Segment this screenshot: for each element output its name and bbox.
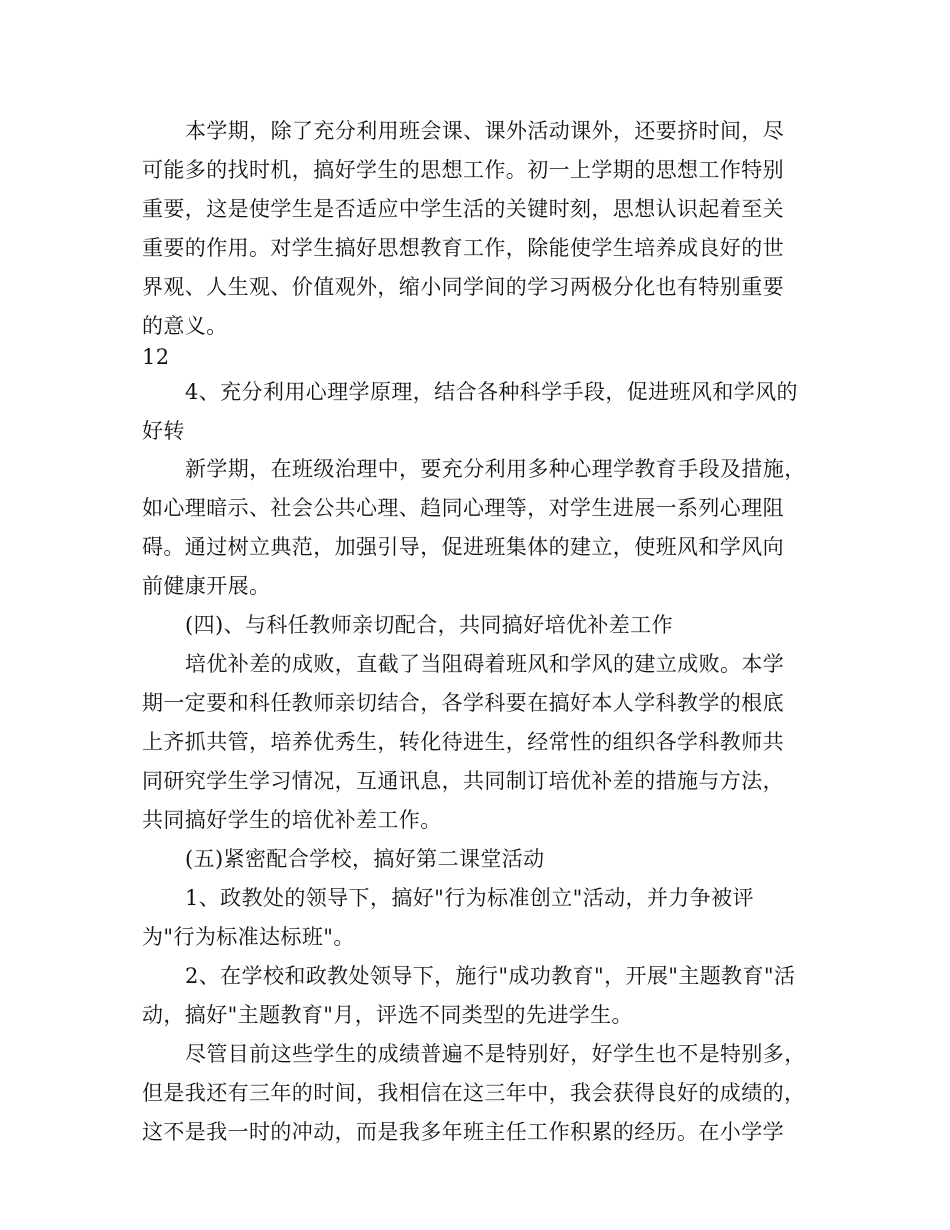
paragraph-line: 重要的作用。对学生搞好思想教育工作，除能使学生培养成良好的世	[142, 236, 784, 260]
paragraph-line: 如心理暗示、社会公共心理、趋同心理等，对学生进展一系列心理阻	[142, 496, 784, 520]
paragraph-line: 1、政教处的领导下，搞好"行为标准创立"活动，并力争被评	[185, 886, 754, 910]
paragraph-line: 界观、人生观、价值观外，缩小同学间的学习两极分化也有特别重要	[142, 275, 784, 299]
paragraph-line: 尽管目前这些学生的成绩普遍不是特别好，好学生也不是特别多，	[185, 1042, 806, 1066]
paragraph-line: 可能多的找时机，搞好学生的思想工作。初一上学期的思想工作特别	[142, 158, 784, 182]
paragraph-line: 为"行为标准达标班"。	[142, 925, 355, 949]
paragraph-line: 期一定要和科任教师亲切结合，各学科要在搞好本人学科教学的根底	[142, 691, 784, 715]
paragraph-line: 培优补差的成败，直截了当阻碍着班风和学风的建立成败。本学	[185, 652, 785, 676]
paragraph-line: 这不是我一时的冲动，而是我多年班主任工作积累的经历。在小学学	[142, 1120, 784, 1144]
paragraph-line: 碍。通过树立典范，加强引导，促进班集体的建立，使班风和学风向	[142, 535, 784, 559]
heading-line: 好转	[142, 419, 185, 443]
paragraph-line: 共同搞好学生的培优补差工作。	[142, 808, 442, 832]
paragraph-line: 的意义。	[142, 314, 228, 338]
paragraph-line: 新学期，在班级治理中，要充分利用多种心理学教育手段及措施，	[185, 457, 806, 481]
paragraph-line: 上齐抓共管，培养优秀生，转化待进生，经常性的组织各学科教师共	[142, 730, 784, 754]
paragraph-line: 同研究学生学习情况，互通讯息，共同制订培优补差的措施与方法，	[142, 769, 784, 793]
heading-line: 4、充分利用心理学原理，结合各种科学手段，促进班风和学风的	[185, 380, 798, 404]
paragraph-line: 前健康开展。	[142, 574, 271, 598]
paragraph-line: 本学期，除了充分利用班会课、课外活动课外，还要挤时间，尽	[185, 119, 785, 143]
paragraph-line: 动，搞好"主题教育"月，评选不同类型的先进学生。	[142, 1003, 633, 1027]
page-number: 12	[142, 345, 170, 369]
section-heading: (五)紧密配合学校，搞好第二课堂活动	[185, 847, 545, 871]
paragraph-line: 2、在学校和政教处领导下，施行"成功教育"，开展"主题教育"活	[185, 964, 796, 988]
paragraph-line: 重要，这是使学生是否适应中学生活的关键时刻，思想认识起着至关	[142, 197, 784, 221]
section-heading: (四)、与科任教师亲切配合，共同搞好培优补差工作	[185, 613, 673, 637]
paragraph-line: 但是我还有三年的时间，我相信在这三年中，我会获得良好的成绩的，	[142, 1081, 806, 1105]
